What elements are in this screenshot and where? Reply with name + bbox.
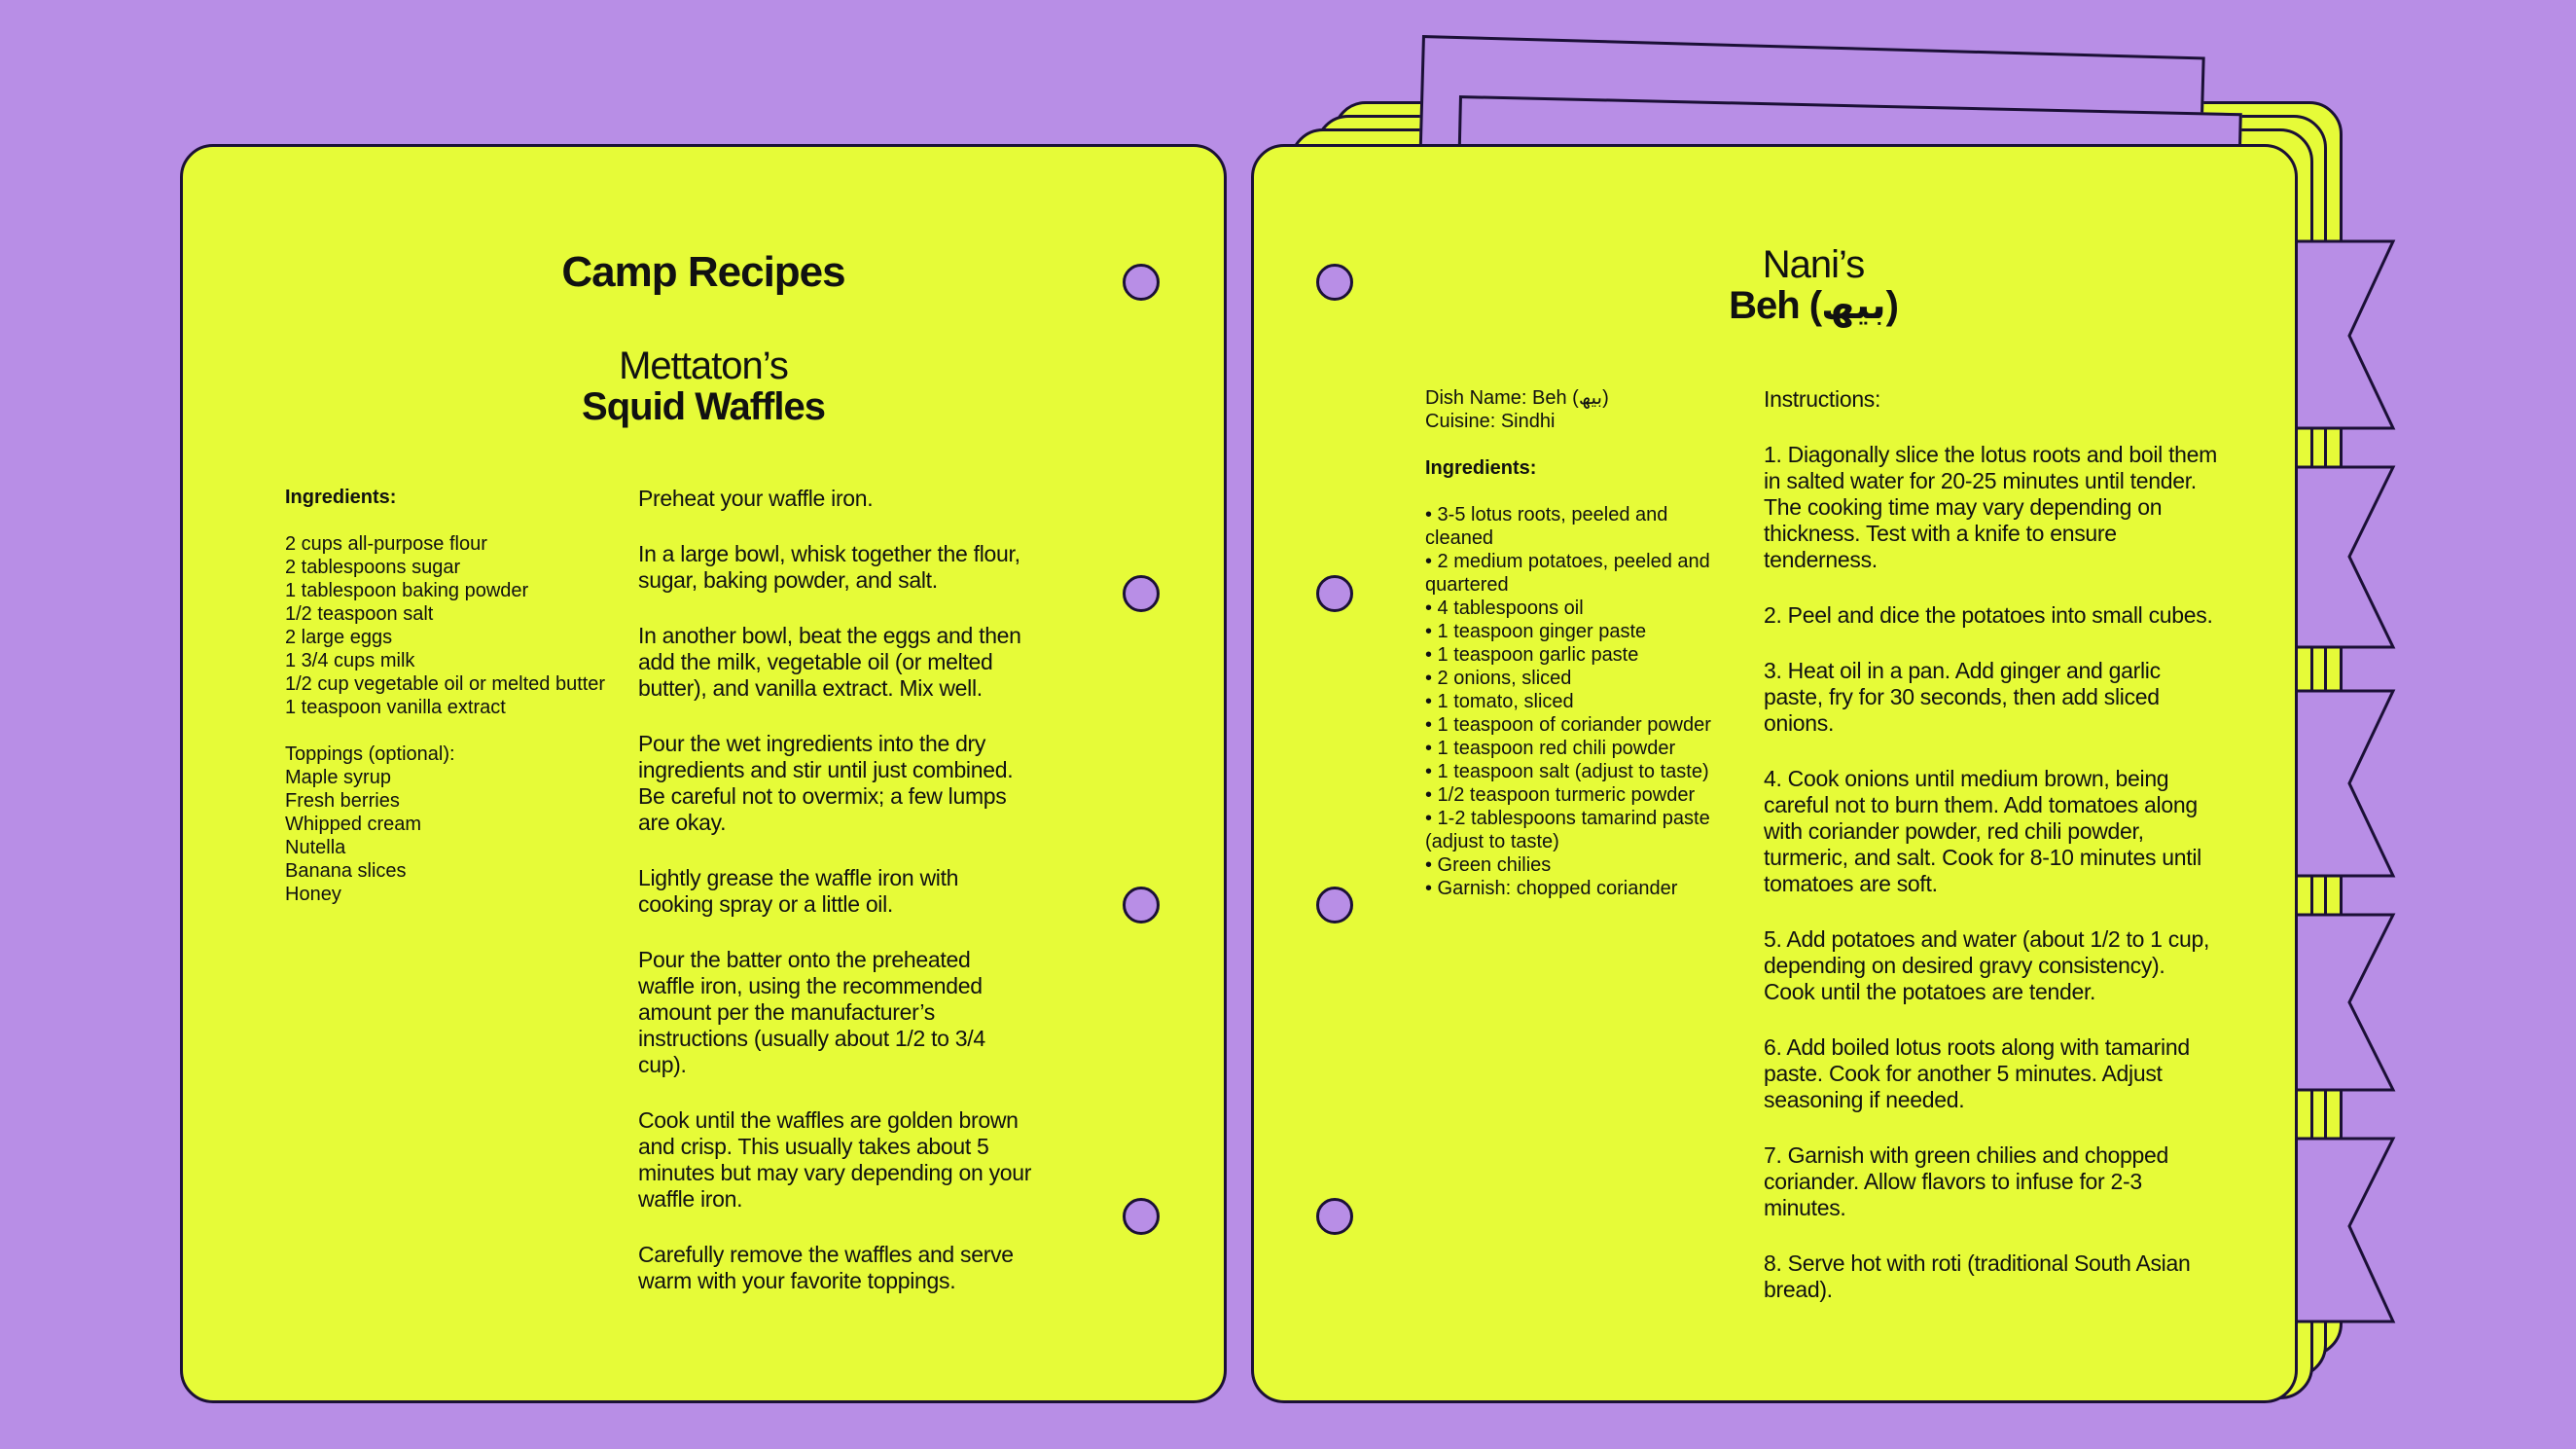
list-item: 1/2 teaspoon salt xyxy=(285,603,434,625)
list-item: Nutella xyxy=(285,837,346,858)
ribbon-tab xyxy=(2291,691,2393,876)
list-item: • 1/2 teaspoon turmeric powder xyxy=(1425,784,1696,806)
ribbon-tab xyxy=(2291,467,2393,647)
list-item: 2 large eggs xyxy=(285,627,393,648)
list-item: • 4 tablespoons oil xyxy=(1425,598,1584,619)
toppings-list xyxy=(285,766,616,906)
list-item: 1/2 cup vegetable oil or melted butter xyxy=(285,673,606,695)
step-text: Cook until the waffles are golden brown and crisp. This usually takes about 5 minutes but may vary depending on your waffle iron. xyxy=(638,1107,1032,1212)
list-item: 2 cups all-purpose flour xyxy=(285,533,487,555)
list-item: • 1 teaspoon red chili powder xyxy=(1425,738,1676,759)
step-text: Pour the wet ingredients into the dry ingredients and stir until just combined. Be careful not to overmix; a few lumps are okay. xyxy=(638,731,1014,835)
recipe-name: Beh (بیھ) xyxy=(1729,284,1898,327)
list-item: Banana slices xyxy=(285,860,407,882)
list-item: • 1 teaspoon ginger paste xyxy=(1425,621,1647,642)
binder-hole xyxy=(1123,575,1160,612)
step-text: Lightly grease the waffle iron with cooking spray or a little oil. xyxy=(638,865,959,917)
list-item: Whipped cream xyxy=(285,814,422,835)
step-text: In another bowl, beat the eggs and then add the milk, vegetable oil (or melted butter), and vanilla extract. Mix well. xyxy=(638,623,1021,701)
ribbon-tab xyxy=(2291,1139,2393,1322)
list-item: • 1-2 tablespoons tamarind paste (adjust to taste) xyxy=(1425,808,1710,852)
binder-hole xyxy=(1316,575,1353,612)
step-text: 8. Serve hot with roti (traditional South Asian bread). xyxy=(1764,1250,2191,1302)
toppings-heading: Toppings (optional): xyxy=(285,743,455,765)
list-item: • 1 tomato, sliced xyxy=(1425,691,1574,712)
recipe-heading xyxy=(183,345,1224,427)
instructions-column xyxy=(1764,386,2221,1332)
list-item: 1 tablespoon baking powder xyxy=(285,580,529,601)
ingredients-list xyxy=(1425,503,1727,900)
ribbon-tab xyxy=(2291,915,2393,1090)
binder-hole xyxy=(1316,1198,1353,1235)
recipe-heading xyxy=(1293,244,2334,326)
list-item: • Garnish: chopped coriander xyxy=(1425,878,1678,899)
recipe-name: Squid Waffles xyxy=(582,385,825,428)
ingredients-list xyxy=(285,532,616,719)
instructions-heading: Instructions: xyxy=(1764,386,1881,412)
binder-hole xyxy=(1316,887,1353,924)
list-item: Honey xyxy=(285,884,341,905)
list-item: • Green chilies xyxy=(1425,854,1552,876)
side-ribbon-tabs[interactable] xyxy=(2291,234,2408,1333)
step-text: In a large bowl, whisk together the flour, sugar, baking powder, and salt. xyxy=(638,541,1020,593)
step-text: 3. Heat oil in a pan. Add ginger and garlic paste, fry for 30 seconds, then add sliced onions. xyxy=(1764,658,2161,736)
step-text: Preheat your waffle iron. xyxy=(638,486,874,511)
list-item: • 1 teaspoon garlic paste xyxy=(1425,644,1639,666)
ingredients-heading: Ingredients: xyxy=(1425,457,1537,479)
steps-column xyxy=(638,486,1032,1323)
list-item: Fresh berries xyxy=(285,790,400,812)
ingredients-column xyxy=(1425,386,1727,900)
dish-name: Dish Name: Beh (بیھ) xyxy=(1425,387,1609,409)
step-text: Carefully remove the waffles and serve warm with your favorite toppings. xyxy=(638,1242,1014,1293)
recipe-owner: Mettaton’s xyxy=(619,344,788,387)
list-item: 2 tablespoons sugar xyxy=(285,557,461,578)
right-recipe-page xyxy=(1251,144,2298,1403)
step-text: 4. Cook onions until medium brown, being careful not to burn them. Add tomatoes along with coriander powder, red chili powder, turmeric, and salt. Cook for 8-10 minutes until tomatoes are soft. xyxy=(1764,766,2201,896)
step-text: 2. Peel and dice the potatoes into small cubes. xyxy=(1764,602,2213,628)
step-text: 1. Diagonally slice the lotus roots and boil them in salted water for 20-25 minutes until tender. The cooking time may vary depending on thickness. Test with a knife to ensure tenderness. xyxy=(1764,442,2218,572)
binder-hole xyxy=(1316,264,1353,301)
binder-hole xyxy=(1123,264,1160,301)
list-item: 1 teaspoon vanilla extract xyxy=(285,697,506,718)
list-item: 1 3/4 cups milk xyxy=(285,650,415,671)
step-text: 7. Garnish with green chilies and chopped coriander. Allow flavors to infuse for 2-3 minutes. xyxy=(1764,1142,2169,1220)
step-text: Pour the batter onto the preheated waffle iron, using the recommended amount per the manufacturer’s instructions (usually about 1/2 to 3/4 cup). xyxy=(638,947,985,1077)
step-text: 5. Add potatoes and water (about 1/2 to 1 cup, depending on desired gravy consistency). Cook until the potatoes are tender. xyxy=(1764,926,2210,1004)
list-item: • 2 onions, sliced xyxy=(1425,668,1572,689)
list-item: • 1 teaspoon of coriander powder xyxy=(1425,714,1711,736)
list-item: • 3-5 lotus roots, peeled and cleaned xyxy=(1425,504,1668,549)
step-text: 6. Add boiled lotus roots along with tamarind paste. Cook for another 5 minutes. Adjust seasoning if needed. xyxy=(1764,1034,2190,1112)
ingredients-heading: Ingredients: xyxy=(285,487,397,508)
binder-hole xyxy=(1123,887,1160,924)
list-item: • 2 medium potatoes, peeled and quartered xyxy=(1425,551,1710,596)
left-recipe-page xyxy=(180,144,1227,1403)
ingredients-column xyxy=(285,486,616,906)
list-item: • 1 teaspoon salt (adjust to taste) xyxy=(1425,761,1709,782)
list-item: Maple syrup xyxy=(285,767,391,788)
cuisine: Cuisine: Sindhi xyxy=(1425,411,1556,432)
binder-hole xyxy=(1123,1198,1160,1235)
page-title: Camp Recipes xyxy=(561,248,845,296)
recipe-owner: Nani’s xyxy=(1762,243,1865,286)
